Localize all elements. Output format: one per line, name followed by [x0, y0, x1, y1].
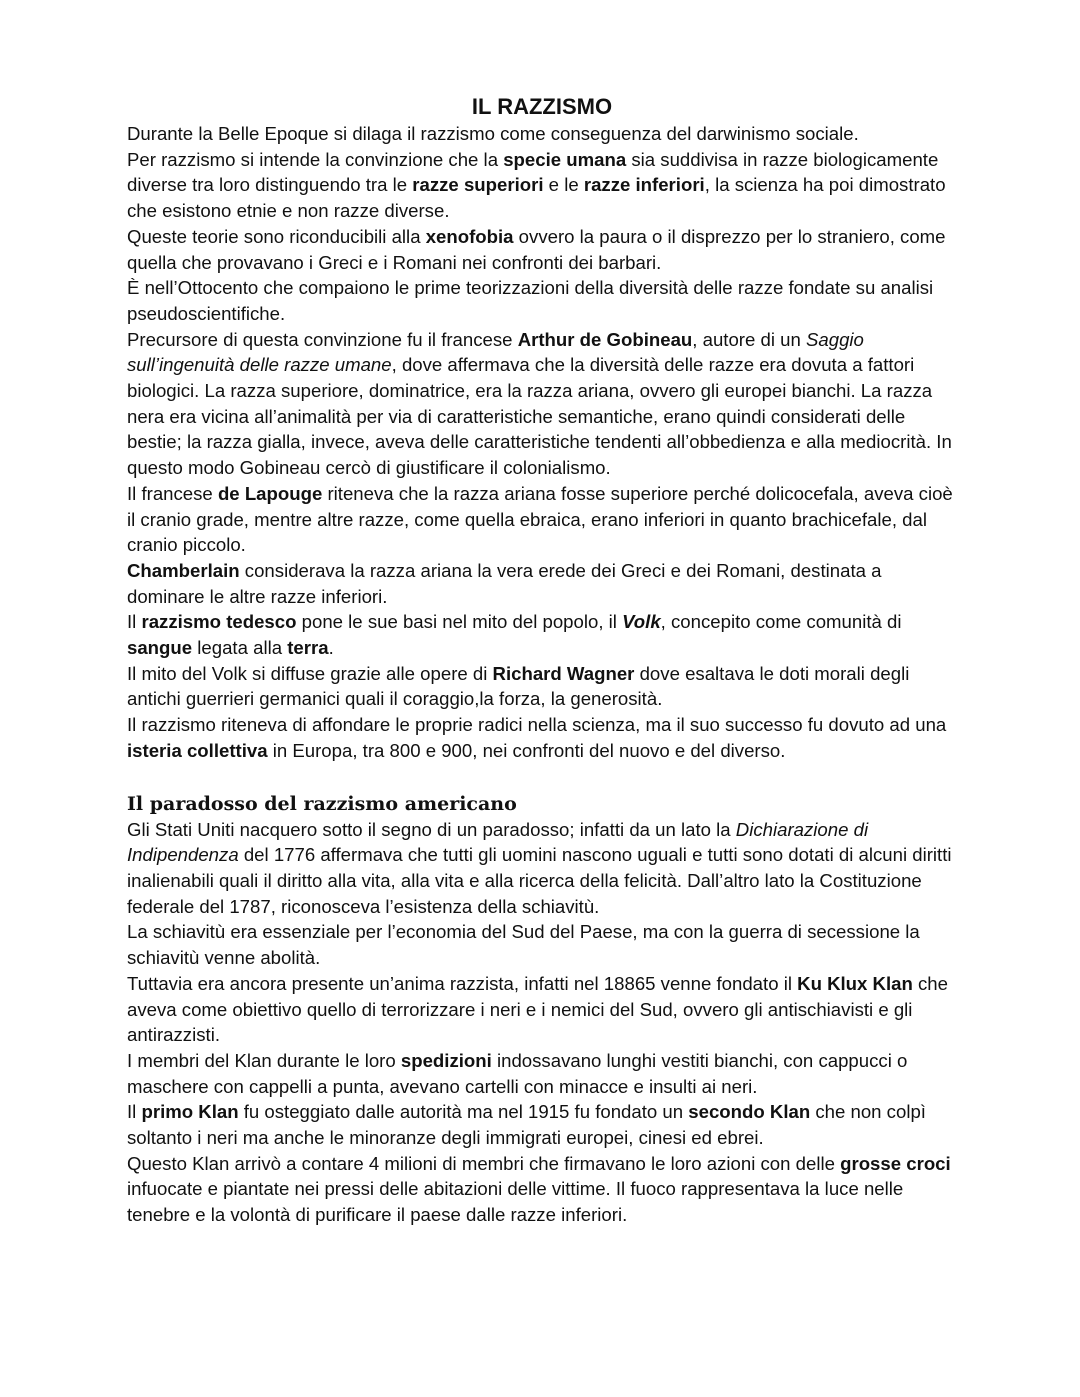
text-run: indossavano lunghi vestiti bianchi, con cappucci o maschere con cappelli a punta, avevano cartelli con minacce e insulti ai neri. [127, 1049, 908, 1097]
paragraph [127, 1151, 957, 1228]
bold-text: terra [287, 637, 329, 659]
text-run: sia suddivisa in razze biologicamente diverse tra loro distinguendo tra le [127, 148, 939, 196]
document-title: IL RAZZISMO [471, 94, 613, 119]
text-run: Precursore di questa convinzione fu il francese [127, 328, 518, 350]
text-run: La schiavitù era essenziale per l’economia del Sud del Paese, ma con la guerra di secessione la schiavitù venne abolità. [127, 921, 920, 969]
text-run: riteneva che la razza ariana fosse superiore perché dolicocefala, aveva cioè il cranio grade, mentre altre razze, come quella ebraica, erano inferiori in quanto brachicefale, dal cranio piccolo. [127, 482, 953, 556]
text-run: Il [127, 1101, 142, 1123]
text-run: È nell’Ottocento che compaiono le prime teorizzazioni della diversità delle razze fondate su analisi pseudoscientifiche. [127, 277, 934, 324]
bold-text: grosse croci [840, 1152, 951, 1174]
italic-text: Saggio sull’ingenuità delle razze umane [127, 328, 864, 376]
bold-text: Arthur de Gobineau [517, 328, 693, 350]
text-run: pone le sue basi nel mito del popolo, il [296, 611, 623, 633]
paragraph [127, 481, 957, 558]
bold-text: isteria collettiva [127, 739, 268, 761]
text-run: fu osteggiato dalle autorità ma nel 1915 fu fondato un [238, 1101, 689, 1123]
document-page [127, 93, 957, 1228]
paragraph [127, 817, 957, 920]
text-run: , la scienza ha poi dimostrato che esistono etnie e non razze diverse. [127, 174, 946, 222]
text-run: Per razzismo si intende la convinzione che la [127, 148, 504, 170]
bold-text: razzismo tedesco [141, 611, 297, 633]
paragraph [127, 558, 957, 609]
paragraph [127, 121, 957, 147]
bold-text: razze inferiori [583, 174, 705, 196]
text-run: dove esaltava le doti morali degli antichi guerrieri germanici quali il coraggio,la forza, la generosità. [127, 662, 910, 710]
text-run: Il [127, 611, 142, 633]
section-racism [127, 121, 957, 764]
text-run: del 1776 affermava che tutti gli uomini nascono uguali e tutti sono dotati di alcuni diritti inalienabili quali il diritto alla vita, alla vita e alla ricerca della felicità. Dall’altro lato la Costituzione federale del 1787, riconosceva l’esistenza della schiavitù. [127, 844, 952, 917]
text-run: ovvero la paura o il disprezzo per lo straniero, come quella che provavano i Greci e i Romani nei confronti dei barbari. [127, 225, 946, 273]
paragraph [127, 609, 957, 660]
text-run: Tuttavia era ancora presente un’anima razzista, infatti nel 18865 venne fondato il [127, 972, 798, 994]
italic-text: Dichiarazione di Indipendenza [127, 818, 869, 866]
section-heading-american-paradox: Il paradosso del razzismo americano [127, 792, 517, 815]
text-run: che aveva come obiettivo quello di terrorizzare i neri e i nemici del Sud, ovvero gli antischiavisti e gli antirazzisti. [127, 972, 948, 1046]
text-run: che non colpì soltanto i neri ma anche le minoranze degli immigrati europei, cinesi ed ebrei. [127, 1101, 926, 1149]
text-run: Gli Stati Uniti nacquero sotto il segno di un paradosso; infatti da un lato la [127, 818, 736, 840]
bold-text: secondo Klan [688, 1101, 811, 1123]
text-run: Il francese [127, 482, 218, 504]
text-run: e le [543, 174, 584, 196]
emphasis-text [622, 611, 661, 632]
text-run: Il razzismo riteneva di affondare le proprie radici nella scienza, ma il suo successo fu dovuto ad una [127, 714, 947, 736]
bold-text: razze superiori [412, 174, 544, 196]
text-run: considerava la razza ariana la vera erede dei Greci e dei Romani, destinata a dominare le altre razze inferiori. [127, 559, 882, 607]
text-run: , concepito come comunità di [660, 611, 902, 633]
text-run: legata alla [192, 637, 288, 659]
text-run: in Europa, tra 800 e 900, nei confronti del nuovo e del diverso. [267, 739, 786, 761]
paragraph [127, 971, 957, 1048]
bold-text: xenofobia [425, 225, 514, 247]
paragraph [127, 1099, 957, 1150]
bold-text: specie umana [503, 148, 627, 170]
emphasis-text: Volk [622, 611, 661, 633]
text-run: I membri del Klan durante le loro [127, 1049, 401, 1071]
paragraph [127, 1048, 957, 1099]
bold-text: sangue [127, 637, 193, 659]
paragraph [127, 275, 957, 326]
bold-text: de Lapouge [217, 482, 323, 504]
paragraph [127, 147, 957, 224]
bold-text: Ku Klux Klan [797, 972, 913, 994]
text-run: Questo Klan arrivò a contare 4 milioni di membri che firmavano le loro azioni con delle [127, 1152, 841, 1174]
text-run: Queste teorie sono riconducibili alla [127, 225, 426, 247]
bold-text: Chamberlain [127, 559, 240, 581]
paragraph [127, 712, 957, 763]
text-run: . [328, 637, 334, 659]
bold-text: primo Klan [141, 1101, 239, 1123]
paragraph [127, 919, 957, 970]
paragraph [127, 661, 957, 712]
section-american-racism [127, 817, 957, 1228]
paragraph [127, 327, 957, 481]
text-run: Il mito del Volk si diffuse grazie alle opere di [127, 662, 493, 684]
text-run: , dove affermava che la diversità delle razze era dovuta a fattori biologici. La razza superiore, dominatrice, era la razza ariana, ovvero gli europei bianchi. La razza nera era vicina all’animalità per via di caratteristiche semantiche, erano quindi considerati delle bestie; la razza gialla, invece, aveva delle caratteristiche tendenti all’obbedienza e alla mediocrità. In questo modo Gobineau cercò di giustificare il colonialismo. [127, 354, 952, 479]
bold-text: spedizioni [400, 1049, 492, 1071]
paragraph [127, 224, 957, 275]
text-run: Durante la Belle Epoque si dilaga il razzismo come conseguenza del darwinismo sociale. [127, 123, 859, 144]
text-run: , autore di un [692, 328, 806, 350]
bold-text: Richard Wagner [492, 662, 635, 684]
text-run: infuocate e piantate nei pressi delle abitazioni delle vittime. Il fuoco rappresentava la luce nelle tenebre e la volontà di purificare il paese dalle razze inferiori. [127, 1178, 904, 1226]
